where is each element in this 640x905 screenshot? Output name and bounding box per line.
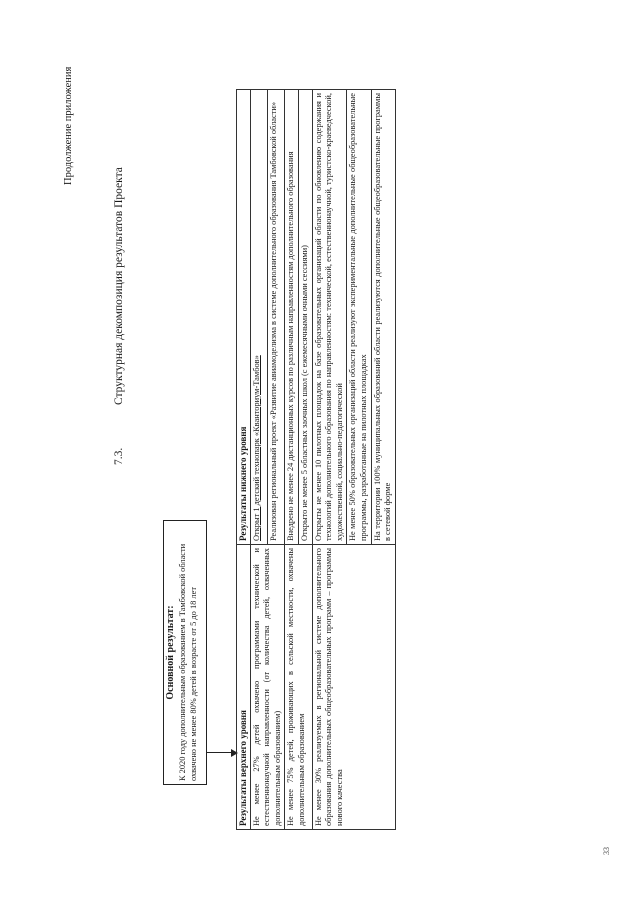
page-number: 33 (602, 847, 611, 855)
main-result-title: Основной результат: (165, 605, 176, 700)
lower-result: Реализован региональный проект «Развитие авиамоделизма в системе дополнительного образования Тамбовской области» (267, 90, 284, 545)
main-result-text: К 2020 году дополнительным образованием в Тамбовской области охвачено не менее 80% детей в возрасте от 5 до 18 лет (178, 543, 198, 781)
lower-result: Внедрено не менее 24 дистанционных курсов по различным направленностям дополнительного образования (285, 90, 299, 545)
lower-result (250, 90, 267, 545)
table-row (312, 90, 347, 830)
lower-result: На территории 100% муниципальных образований области реализуются дополнительные общеобразовательные программы в сетевой форме (371, 90, 395, 545)
table-row (250, 90, 267, 830)
lower-result-text: Открыт 1 детский технопарк «Кванториум-Тамбов» (251, 355, 261, 541)
header-upper: Результаты верхнего уровня (237, 545, 251, 830)
table-row (285, 90, 299, 830)
lower-result: Не менее 50% образовательных организаций области реализуют экспериментальные дополнительные общеобразовательные программы, разработанные на пилотных площадках (347, 90, 371, 545)
arrow-connector-icon (207, 752, 235, 753)
results-table (236, 89, 396, 830)
section-number: 7.3. (113, 447, 125, 465)
lower-result: Открыты не менее 10 пилотных площадок на базе образовательных организаций области по обновлению содержания и технологий дополнительного образования по направленностям: технической, естественнонаучной, туристско-краеведческой, художественной, социально-педагогической (312, 90, 347, 545)
lower-result: Открыто не менее 5 областных заочных школ (с ежемесячными очными сессиями) (298, 90, 312, 545)
upper-result: Не менее 75% детей, проживающих в сельской местности, охвачены дополнительным образованием (285, 545, 312, 830)
table-header-row (237, 90, 251, 830)
header-lower: Результаты нижнего уровня (237, 90, 251, 545)
section-heading (113, 167, 125, 465)
upper-result: Не менее 30% реализуемых в региональной системе дополнительного образования дополнительных общеобразовательных программ – программы нового качества (312, 545, 395, 830)
main-result-box (163, 520, 207, 785)
section-title: Структурная декомпозиция результатов Проекта (113, 167, 125, 405)
continued-label: Продолжение приложения (63, 66, 74, 185)
upper-result: Не менее 27% детей охвачено программами технической и естественнонаучной направленности (от количества детей, охваченных дополнительным образованием) (250, 545, 285, 830)
